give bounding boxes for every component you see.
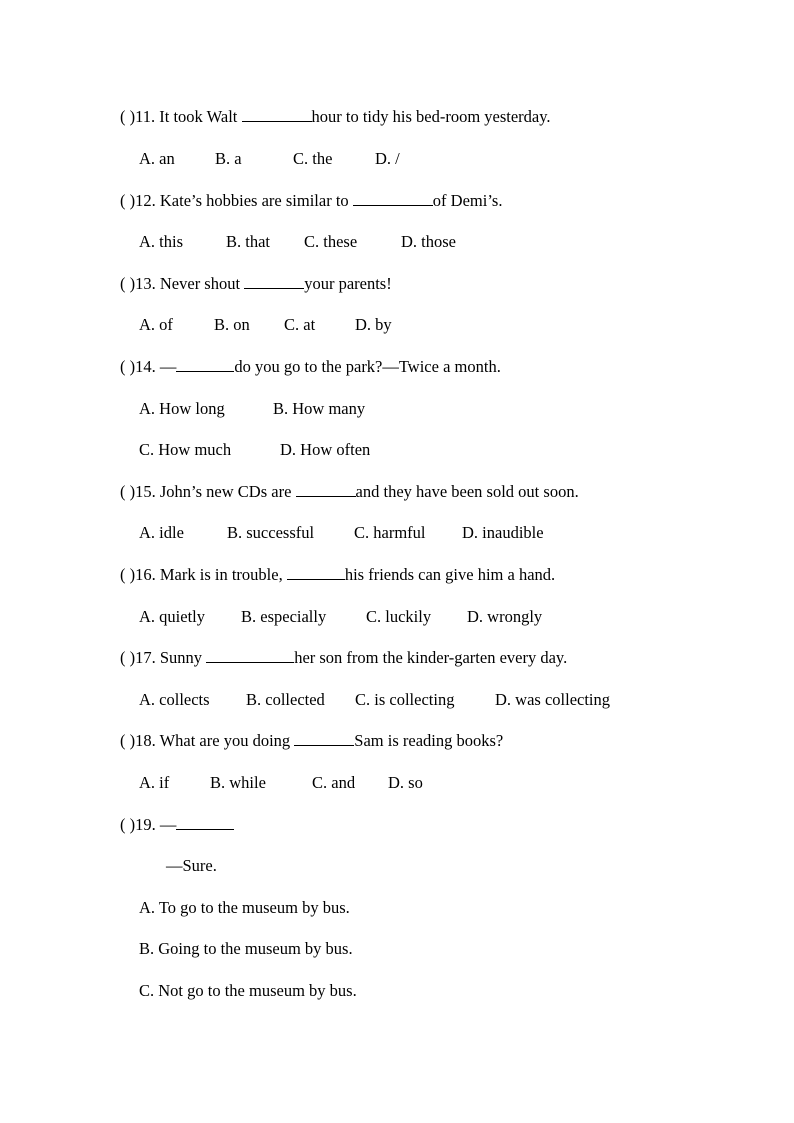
option-a: A. idle	[139, 523, 184, 542]
question-17	[120, 648, 567, 668]
question-text: —	[159, 357, 177, 376]
option-a: A. if	[139, 773, 170, 792]
option-c: C. Not go to the museum by bus.	[139, 981, 357, 1000]
option-c: C. and	[312, 773, 356, 792]
question-text: Never shout	[159, 274, 245, 293]
question-18	[120, 731, 503, 751]
option-a: A. of	[139, 315, 173, 334]
option-a: A. To go to the museum by bus.	[139, 898, 350, 917]
question-13	[120, 274, 392, 294]
question-16	[120, 565, 555, 585]
question-19	[120, 815, 234, 835]
answer-blank	[176, 357, 234, 372]
option-b: B. a	[215, 149, 242, 168]
question-14	[120, 357, 501, 377]
option-b: B. How many	[273, 399, 366, 418]
option-a: A. quietly	[139, 607, 205, 626]
question-15	[120, 482, 579, 502]
option-d: D. How often	[280, 440, 371, 459]
question-number: ( )14.	[120, 357, 156, 376]
option-d: D. was collecting	[495, 690, 611, 709]
option-a: A. collects	[139, 690, 210, 709]
answer-blank	[176, 815, 234, 830]
option-b: B. that	[226, 232, 270, 251]
answer-blank	[242, 107, 312, 122]
option-d: D. inaudible	[462, 523, 544, 542]
answer-blank	[244, 274, 304, 289]
option-a: A. this	[139, 232, 184, 251]
option-c: C. at	[284, 315, 316, 334]
answer-blank	[296, 482, 356, 497]
question-text: his friends can give him a hand.	[344, 565, 556, 584]
option-b: B. especially	[241, 607, 327, 626]
option-d: D. so	[388, 773, 423, 792]
option-c: C. the	[293, 149, 333, 168]
option-c: C. How much	[139, 440, 232, 459]
question-text: Sunny	[159, 648, 207, 667]
question-text: What are you doing	[159, 731, 295, 750]
question-number: ( )19.	[120, 815, 156, 834]
option-b: B. successful	[227, 523, 315, 542]
answer-blank	[206, 648, 294, 663]
option-d: D. those	[401, 232, 456, 251]
question-text: do you go to the park?—Twice a month.	[234, 357, 501, 376]
question-text: —	[159, 815, 177, 834]
question-text: hour to tidy his bed-room yesterday.	[311, 107, 551, 126]
question-number: ( )18.	[120, 731, 156, 750]
option-c: C. is collecting	[355, 690, 455, 709]
question-11	[120, 107, 551, 127]
dialogue-reply: —Sure.	[166, 856, 217, 875]
option-d: D. wrongly	[467, 607, 543, 626]
option-d: D. by	[355, 315, 392, 334]
option-a: A. How long	[139, 399, 225, 418]
answer-blank	[287, 565, 345, 580]
option-a: A. an	[139, 149, 175, 168]
question-number: ( )15.	[120, 482, 156, 501]
question-text: her son from the kinder-garten every day.	[294, 648, 568, 667]
option-c: C. luckily	[366, 607, 432, 626]
question-text: Kate’s hobbies are similar to	[159, 191, 353, 210]
question-number: ( )13.	[120, 274, 156, 293]
question-text: Mark is in trouble,	[159, 565, 287, 584]
option-c: C. harmful	[354, 523, 426, 542]
question-number: ( )16.	[120, 565, 156, 584]
question-number: ( )12.	[120, 191, 156, 210]
option-b: B. Going to the museum by bus.	[139, 939, 353, 958]
question-text: your parents!	[304, 274, 392, 293]
question-number: ( )11.	[120, 107, 156, 126]
answer-blank	[353, 191, 433, 206]
option-d: D. /	[375, 149, 400, 168]
option-c: C. these	[304, 232, 358, 251]
question-text: It took Walt	[159, 107, 242, 126]
question-12	[120, 191, 502, 211]
answer-blank	[294, 731, 354, 746]
question-text: and they have been sold out soon.	[355, 482, 579, 501]
question-number: ( )17.	[120, 648, 156, 667]
option-b: B. on	[214, 315, 250, 334]
question-text: of Demi’s.	[432, 191, 503, 210]
option-b: B. while	[210, 773, 266, 792]
question-text: Sam is reading books?	[354, 731, 504, 750]
question-text: John’s new CDs are	[159, 482, 296, 501]
option-b: B. collected	[246, 690, 325, 709]
